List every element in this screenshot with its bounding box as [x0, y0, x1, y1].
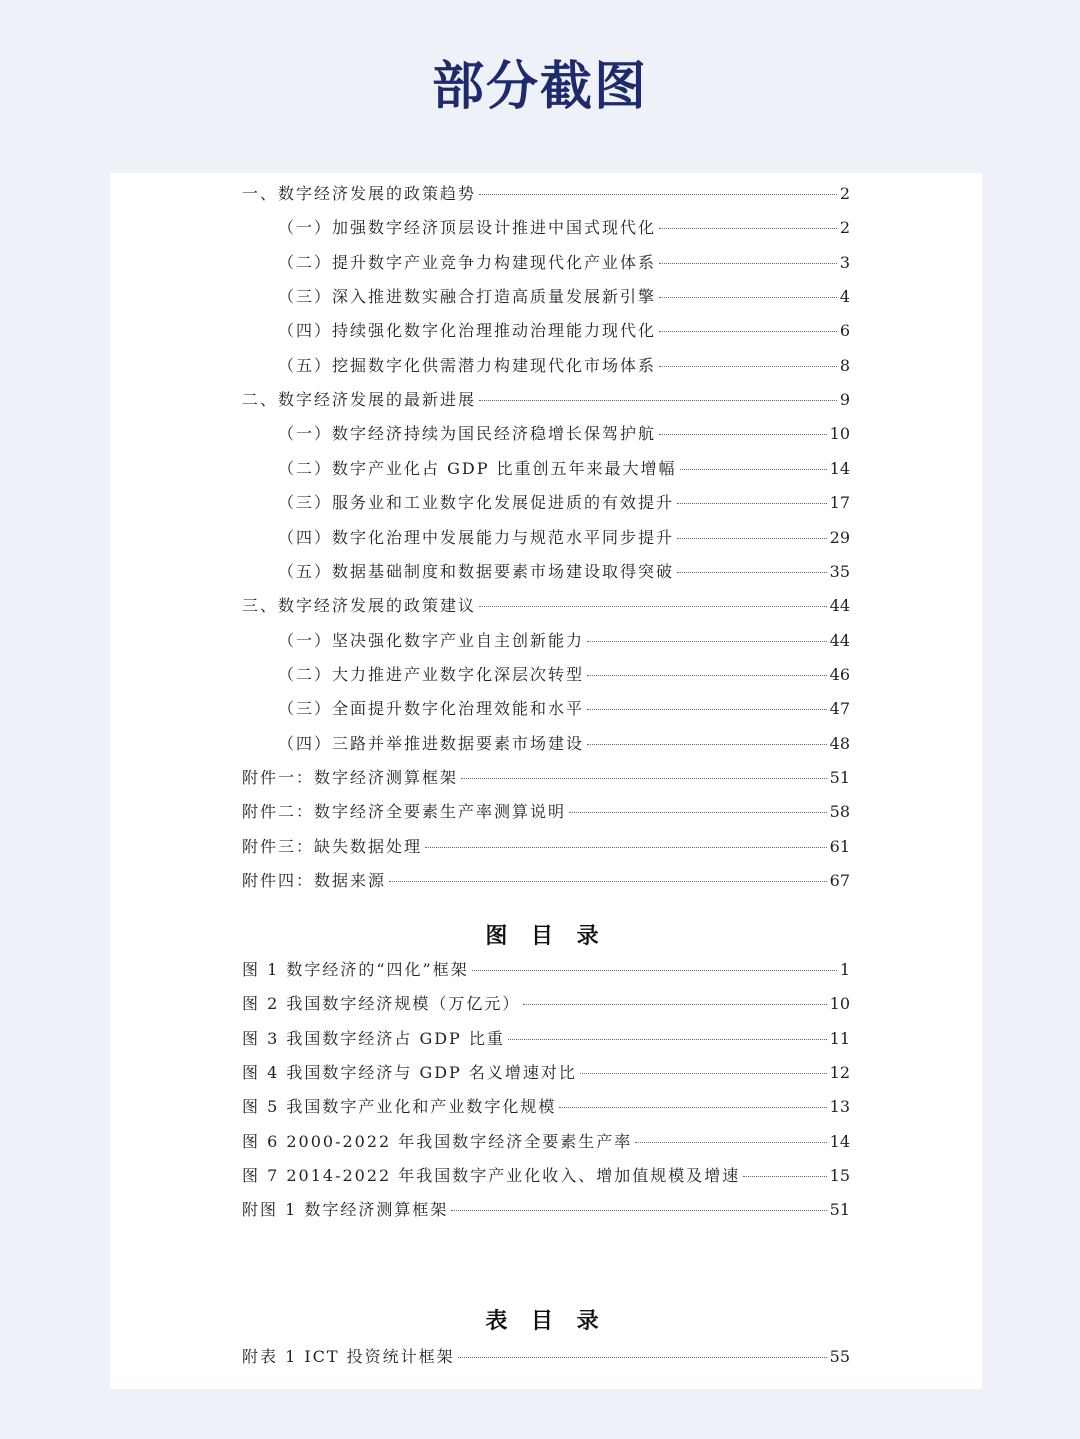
toc-entry-page-number: 55	[829, 1347, 850, 1366]
toc-leader-dots	[479, 606, 827, 607]
toc-entry-label: 图 1 数字经济的“四化”框架	[242, 960, 469, 979]
toc-entry[interactable]	[242, 1060, 850, 1090]
toc-entry[interactable]	[242, 490, 850, 520]
toc-entry-page-number: 61	[829, 836, 850, 856]
toc-entry-page-number: 67	[829, 871, 850, 890]
toc-leader-dots	[587, 709, 827, 710]
toc-leader-dots	[587, 641, 827, 642]
toc-entry-page-number: 6	[839, 321, 850, 341]
toc-entry-label: （三）服务业和工业数字化发展促进质的有效提升	[278, 493, 675, 513]
toc-entry-page-number: 2	[839, 184, 850, 203]
toc-entry[interactable]	[242, 421, 850, 451]
toc-leader-dots	[659, 331, 837, 332]
toc-entry-label: （三）全面提升数字化治理效能和水平	[278, 699, 585, 719]
toc-entry[interactable]	[242, 353, 850, 383]
toc-entry-page-number: 51	[829, 1200, 850, 1220]
toc-entry-page-number: 13	[829, 1097, 850, 1117]
document-page	[110, 173, 982, 1389]
page-title: 部分截图	[431, 57, 648, 117]
toc-leader-dots	[659, 434, 827, 435]
toc-leader-dots	[479, 194, 837, 195]
toc-entry[interactable]	[242, 387, 850, 417]
toc-entry[interactable]	[242, 868, 850, 898]
toc-entry-label: （四）三路并举推进数据要素市场建设	[278, 733, 585, 753]
toc-entry-label: （五）挖掘数字化供需潜力构建现代化市场体系	[278, 355, 657, 375]
toc-entry-page-number: 9	[839, 390, 850, 410]
toc-entry-label: 图 5 我国数字产业化和产业数字化规模	[242, 1097, 557, 1117]
toc-entry[interactable]	[242, 456, 850, 486]
toc-leader-dots	[659, 263, 837, 264]
toc-entry[interactable]	[242, 181, 850, 211]
toc-leader-dots	[677, 572, 827, 573]
toc-leader-dots	[569, 812, 827, 813]
toc-entry[interactable]	[242, 731, 850, 761]
toc-entry[interactable]	[242, 765, 850, 795]
toc-entry-label: 图 2 我国数字经济规模（万亿元）	[242, 994, 521, 1014]
toc-entry[interactable]	[242, 1026, 850, 1056]
toc-entry-page-number: 12	[829, 1063, 850, 1083]
toc-entry-label: （二）提升数字产业竞争力构建现代化产业体系	[278, 252, 657, 272]
toc-entry[interactable]	[242, 1344, 850, 1374]
toc-entry-page-number: 46	[829, 664, 850, 684]
toc-entry-label: 附件二：数字经济全要素生产率测算说明	[242, 802, 567, 822]
toc-entry[interactable]	[242, 318, 850, 348]
toc-leader-dots	[659, 366, 837, 367]
toc-entry-page-number: 11	[829, 1028, 850, 1048]
toc-entry-label: 二、数字经济发展的最新进展	[242, 390, 477, 410]
toc-entry-label: （一）数字经济持续为国民经济稳增长保驾护航	[278, 424, 657, 444]
toc-entry-label: 附图 1 数字经济测算框架	[242, 1200, 449, 1220]
toc-leader-dots	[559, 1107, 826, 1108]
toc-leader-dots	[635, 1142, 826, 1143]
toc-leader-dots	[743, 1176, 826, 1177]
tables-heading: 表 目 录	[485, 1309, 607, 1334]
toc-entry[interactable]	[242, 957, 850, 987]
toc-leader-dots	[508, 1039, 827, 1040]
toc-entry[interactable]	[242, 1163, 850, 1193]
toc-leader-dots	[425, 847, 827, 848]
toc-entry-label: （一）坚决强化数字产业自主创新能力	[278, 630, 585, 650]
toc-leader-dots	[587, 675, 827, 676]
toc-entry[interactable]	[242, 593, 850, 623]
toc-entry-label: （二）大力推进产业数字化深层次转型	[278, 664, 585, 684]
toc-entry-label: 图 7 2014-2022 年我国数字产业化收入、增加值规模及增速	[242, 1166, 741, 1186]
toc-entry[interactable]	[242, 1094, 850, 1124]
toc-leader-dots	[389, 881, 827, 882]
toc-entry[interactable]	[242, 1197, 850, 1227]
toc-entry[interactable]	[242, 991, 850, 1021]
toc-leader-dots	[451, 1210, 826, 1211]
toc-entry[interactable]	[242, 284, 850, 314]
toc-entry-page-number: 3	[839, 252, 850, 272]
toc-entry-page-number: 1	[839, 960, 850, 979]
toc-leader-dots	[677, 503, 827, 504]
toc-entry-label: （二）数字产业化占 GDP 比重创五年来最大增幅	[278, 458, 677, 478]
toc-entry-page-number: 14	[829, 458, 850, 478]
toc-leader-dots	[680, 469, 827, 470]
toc-entry-label: 三、数字经济发展的政策建议	[242, 596, 477, 616]
toc-entry[interactable]	[242, 250, 850, 280]
toc-entry-label: （四）数字化治理中发展能力与规范水平同步提升	[278, 527, 675, 547]
toc-entry-label: 图 6 2000-2022 年我国数字经济全要素生产率	[242, 1131, 633, 1151]
toc-entry-label: 附件四：数据来源	[242, 871, 387, 890]
toc-leader-dots	[580, 1073, 827, 1074]
toc-entry[interactable]	[242, 696, 850, 726]
toc-entry[interactable]	[242, 799, 850, 829]
toc-leader-dots	[659, 297, 837, 298]
toc-entry-label: （三）深入推进数实融合打造高质量发展新引擎	[278, 287, 657, 307]
toc-entry[interactable]	[242, 834, 850, 864]
toc-entry-label: （一）加强数字经济顶层设计推进中国式现代化	[278, 218, 657, 238]
toc-entry-page-number: 4	[839, 287, 850, 307]
toc-entry-label: 图 4 我国数字经济与 GDP 名义增速对比	[242, 1063, 577, 1083]
toc-entry-page-number: 8	[839, 355, 850, 375]
toc-entry-page-number: 48	[829, 733, 850, 753]
toc-entry-label: 附件一：数字经济测算框架	[242, 767, 459, 787]
toc-entry-page-number: 29	[829, 527, 850, 547]
toc-leader-dots	[458, 1357, 827, 1358]
toc-leader-dots	[472, 970, 837, 971]
toc-entry-label: （五）数据基础制度和数据要素市场建设取得突破	[278, 561, 675, 581]
figures-heading: 图 目 录	[485, 924, 607, 949]
toc-entry-page-number: 17	[829, 493, 850, 513]
toc-leader-dots	[461, 778, 827, 779]
toc-entry-page-number: 47	[829, 699, 850, 719]
toc-entry-label: 图 3 我国数字经济占 GDP 比重	[242, 1028, 505, 1048]
toc-leader-dots	[587, 744, 827, 745]
toc-entry-page-number: 35	[829, 561, 850, 581]
toc-leader-dots	[479, 400, 837, 401]
toc-entry-page-number: 10	[829, 994, 850, 1014]
toc-leader-dots	[523, 1004, 826, 1005]
toc-entry-label: （四）持续强化数字化治理推动治理能力现代化	[278, 321, 657, 341]
toc-entry-page-number: 51	[829, 767, 850, 787]
toc-entry[interactable]	[242, 559, 850, 589]
toc-entry-page-number: 14	[829, 1131, 850, 1151]
toc-leader-dots	[677, 538, 827, 539]
toc-entry-page-number: 44	[829, 630, 850, 650]
toc-entry[interactable]	[242, 1129, 850, 1159]
toc-entry-label: 附件三：缺失数据处理	[242, 836, 423, 856]
toc-entry[interactable]	[242, 525, 850, 555]
toc-entry-page-number: 58	[829, 802, 850, 822]
toc-entry-page-number: 2	[839, 218, 850, 238]
toc-leader-dots	[659, 228, 837, 229]
toc-entry-page-number: 44	[829, 596, 850, 616]
toc-entry-label: 附表 1 ICT 投资统计框架	[242, 1347, 455, 1366]
toc-entry-page-number: 10	[829, 424, 850, 444]
toc-entry[interactable]	[242, 215, 850, 245]
toc-entry[interactable]	[242, 662, 850, 692]
toc-entry[interactable]	[242, 628, 850, 658]
toc-entry-label: 一、数字经济发展的政策趋势	[242, 184, 477, 203]
toc-entry-page-number: 15	[829, 1166, 850, 1186]
